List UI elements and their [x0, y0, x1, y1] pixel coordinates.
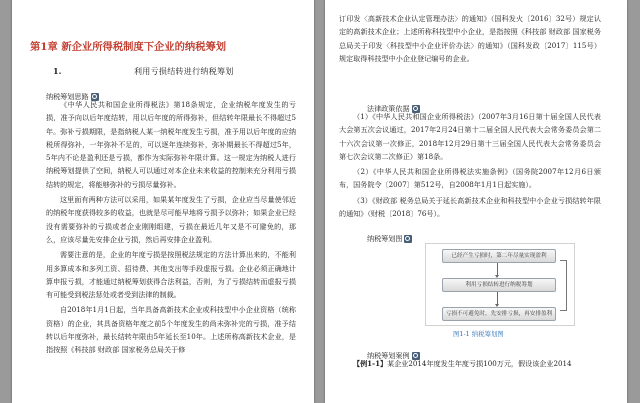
- paragraph-2: 这里面有两种方法可以采用，如果某年度发生了亏损，企业应当尽量使邻近的纳税年度获得较多的收益，也就是尽可能早地将亏损予以弥补；如果企业已经没有需要弥补的亏损或者企业刚刚组建，亏损在最近几年又是不可避免的，那么，应该尽量先安排企业亏损，然后再安排企业盈利。: [46, 195, 296, 244]
- label-chart-text: 纳税筹划图: [367, 234, 403, 243]
- example-line: [353, 357, 609, 370]
- label-approach-text: 纳税筹划思路: [46, 92, 89, 101]
- paragraph-4: 自2018年1月1日起，当年具备高新技术企业或科技型中小企业资格（统称资格）的企业，其具备资格年度之前5个年度发生的尚未弥补完的亏损，准予结转以后年度弥补，最长结转年限由5年延长至10年。上述所称高新技术企业，是指按照《科技部 财政部 国家税务总局关于修: [46, 305, 296, 355]
- continued-paragraph: 订印发〈高新技术企业认定管理办法〉的通知》（国科发火〔2016〕32号）规定认定的高新技术企业；上述所称科技型中小企业，是指按照《科技部 财政部 国家税务总局关于印发〈科技型中小企业评价办法〉的通知》（国科发政〔2017〕115号）规定取得科技型中小企业登记编号的企业。: [339, 14, 601, 63]
- body-text-right-top: [339, 12, 601, 65]
- body-text-left: [46, 98, 296, 357]
- arrow-down-icon: [497, 292, 498, 305]
- right-page: [325, 0, 627, 403]
- label-law-text: 法律政策依据: [367, 104, 410, 113]
- figure-caption: 图1-1 纳税筹划图: [453, 330, 504, 338]
- law-list: [339, 110, 601, 220]
- law-item: （2）《中华人民共和国企业所得税法实施条例》（国务院2007年12月6日颁布，国务院令〔2007〕第512号，自2008年1月1日起实施）。: [339, 167, 601, 190]
- chapter-title: 第1章 新企业所得税制度下企业的纳税筹划: [30, 41, 227, 53]
- paragraph-3: 需要注意的是，企业的年度亏损是按照税法规定的方法计算出来的，不能利用多算成本和多列工资、招待费、其他支出等手段虚报亏损。企业必须正确地计算申报亏损，才能通过纳税筹划获得合法利益，否则，为了亏损结转而虚报亏损有可能受到税法惩处或者受到法律的制裁。: [46, 250, 296, 300]
- example-text: 某企业2014年度发生年度亏损100万元，假设该企业2014: [387, 359, 572, 368]
- label-case-text: 纳税筹划案例: [367, 351, 410, 360]
- law-item: （3）《财政部 税务总局关于延长高新技术企业和科技型中小企业亏损结转年限的通知》（财税〔2018〕76号）。: [339, 195, 601, 219]
- left-page: [12, 0, 314, 403]
- diagram-box-2: 利用亏损结转进行纳税筹划: [442, 278, 556, 292]
- arrow-down-icon: [497, 263, 498, 276]
- example-tag: 【例1-1】: [353, 359, 388, 368]
- law-item: （1）《中华人民共和国企业所得税法》（2007年3月16日第十届全国人民代表大会第五次会议通过，2017年2月24日第十二届全国人民代表大会常务委员会第二十六次会议第一次修正，2018年12月29日第十三届全国人民代表大会常务委员会第七次会议第二次修正）第18条。: [339, 112, 601, 161]
- connector-line: [560, 260, 567, 311]
- zoom-icon[interactable]: [404, 235, 412, 243]
- paragraph-1: 《中华人民共和国企业所得税法》第18条规定，企业纳税年度发生的亏损，准予向以后年度结转，用以后年度的所得弥补，但结转年限最长不得超过5年。弥补亏损期限，是指纳税人某一纳税年度发生亏损，准予用以后年度的应纳税所得弥补，一年弥补不足的，可以逐年连续弥补，弥补期最长不得超过5年，5年内不论是盈利还是亏损，都作为实际弥补年限计算。这一规定为纳税人进行纳税筹划提供了空间，纳税人可以通过对本企业未来收益的控制来充分利用亏损结转的规定，将能够弥补的亏损尽量弥补。: [46, 100, 296, 189]
- diagram-box-3: 亏损不可避免时，先安排亏损，再安排盈利: [442, 307, 556, 321]
- tax-planning-diagram: [425, 243, 575, 326]
- diagram-box-1: 已经产生亏损时，第二年尽量实现盈利: [442, 249, 556, 263]
- section-number: 1.: [53, 66, 62, 76]
- section-title: 利用亏损结转进行纳税筹划: [134, 67, 234, 76]
